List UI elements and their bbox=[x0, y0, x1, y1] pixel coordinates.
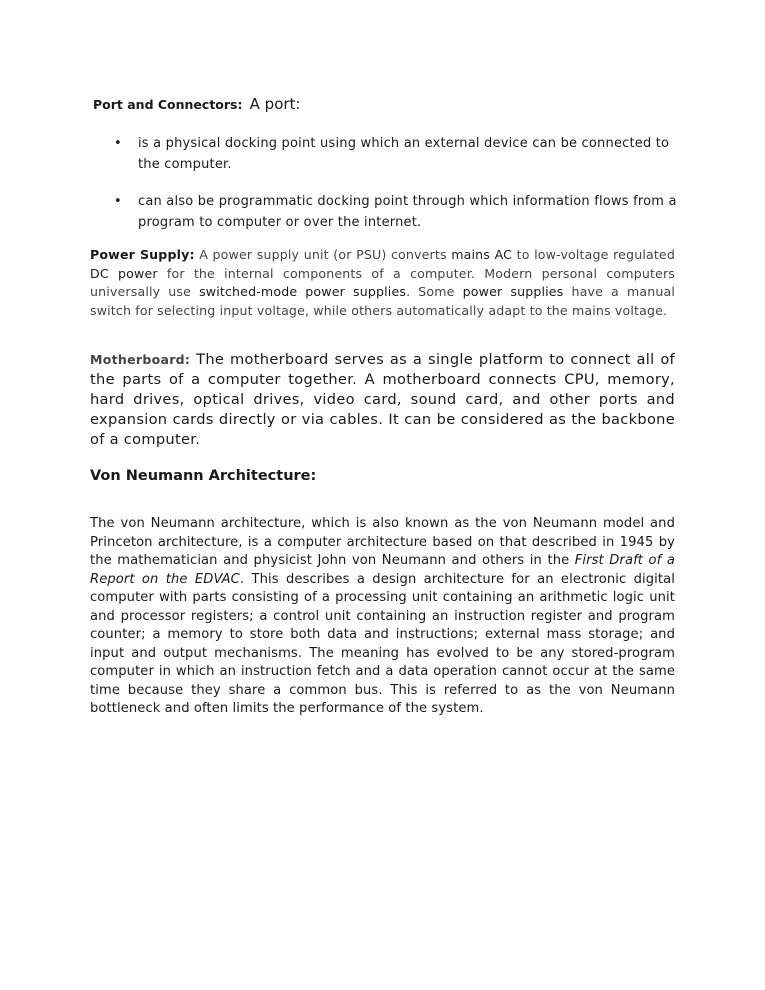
psu-term-ac: AC bbox=[494, 247, 513, 262]
ports-title: Port and Connectors: bbox=[93, 97, 243, 112]
bullet-text: can also be programmatic docking point through which information flows from a program to computer or over the internet. bbox=[138, 194, 677, 230]
von-neumann-heading: Von Neumann Architecture: bbox=[90, 468, 317, 484]
bullet-text: is a physical docking point using which an external device can be connected to the computer. bbox=[138, 136, 670, 172]
von-neumann-text: . This describes a design architecture for an electronic digital computer with parts consisting of a processing unit containing an arithmetic logic unit and processor registers; a control unit containing an instruction register and program counter; a memory to store both data and instructions; external mass storage; and input and output mechanisms. The meaning has evolved to be any stored-program computer in which an instruction fetch and a data operation cannot occur at the same time because they share a common bus. This is referred to as the von Neumann bottleneck and often limits the performance of the system. bbox=[90, 571, 675, 716]
psu-text: A power supply unit (or PSU) converts bbox=[199, 247, 447, 262]
list-item bbox=[112, 133, 678, 175]
power-supply-heading: Power Supply: bbox=[90, 247, 195, 262]
bullet-icon: • bbox=[114, 194, 122, 209]
bullet-icon: • bbox=[114, 136, 122, 151]
ports-heading bbox=[93, 94, 678, 116]
list-item bbox=[112, 191, 678, 233]
motherboard-heading: Motherboard: bbox=[90, 352, 191, 367]
psu-text: . Some bbox=[406, 284, 455, 299]
psu-term-dc: DC power bbox=[90, 265, 158, 281]
motherboard-paragraph bbox=[90, 350, 675, 450]
von-neumann-paragraph bbox=[90, 515, 675, 719]
psu-text: have a manual switch for selecting input voltage, while others automatically adapt to the mains voltage. bbox=[90, 284, 676, 318]
psu-term-mains: mains bbox=[451, 247, 490, 262]
psu-text: to low-voltage regulated bbox=[516, 247, 675, 262]
psu-term-switched: switched-mode power supplies bbox=[199, 284, 407, 299]
von-neumann-italic-title: First Draft of a Report on the EDVAC bbox=[90, 553, 675, 587]
psu-term-ps: power supplies bbox=[462, 284, 564, 299]
ports-intro: A port: bbox=[249, 95, 301, 113]
von-neumann-text: The von Neumann architecture, which is also known as the von Neumann model and Princeton architecture, is a computer architecture based on that described in 1945 by the mathematician and physicist John von Neumann and others in the bbox=[90, 516, 675, 568]
psu-text: for the internal components of a computer. Modern personal computers universally use bbox=[90, 265, 675, 299]
ports-bullet-list bbox=[112, 133, 678, 233]
power-supply-paragraph bbox=[90, 246, 675, 320]
motherboard-text: The motherboard serves as a single platform to connect all of the parts of a computer together. A motherboard connects CPU, memory, hard drives, optical drives, video card, sound card, and other ports and expansion cards directly or via cables. It can be considered as the backbone of a computer. bbox=[90, 351, 675, 448]
